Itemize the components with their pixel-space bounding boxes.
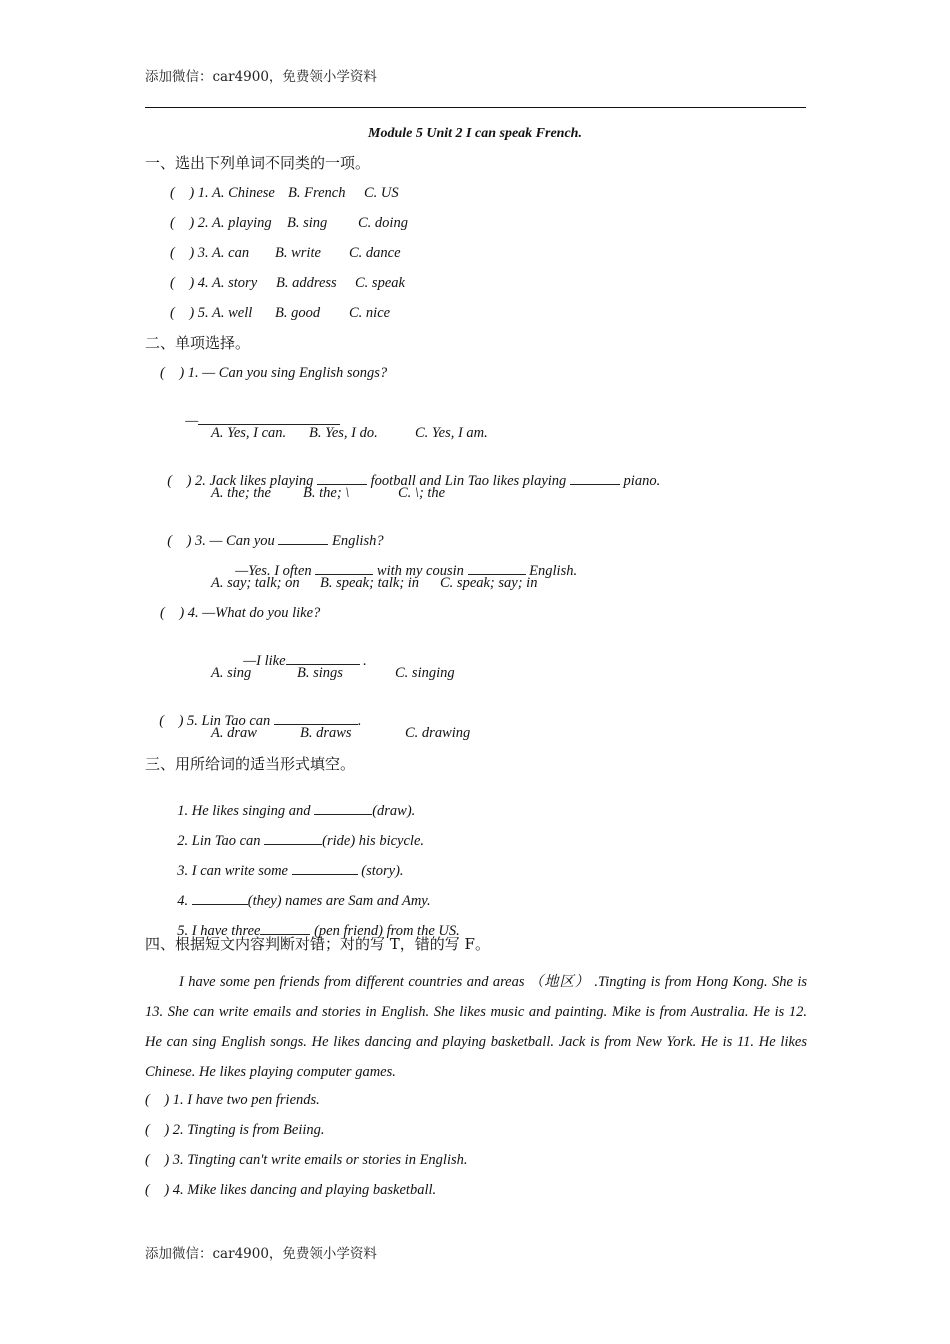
question-part: ( ) 3. — Can you [167, 532, 275, 549]
option-a: A. Yes, I can. [211, 425, 287, 441]
option-a: A. the; the [211, 485, 271, 501]
question-part: English? [332, 532, 384, 549]
fill-item [170, 786, 415, 818]
answer-blank [260, 921, 310, 935]
question-part: with my cousin [376, 562, 464, 579]
section1-item-option-b: B. French [288, 185, 346, 201]
answer-blank [274, 711, 358, 725]
section1-item-option-b: B. address [276, 275, 337, 291]
section1-item-option-a: ( ) 3. A. can [170, 245, 250, 261]
answer-line [178, 396, 340, 428]
answer-line [228, 546, 577, 578]
question-part: —I like [243, 652, 286, 669]
fill-text: 3. I can write some [177, 862, 288, 879]
question-part: . [363, 652, 367, 669]
option-b: B. Yes, I do. [309, 425, 378, 441]
section1-item-option-c: C. speak [355, 275, 405, 291]
section1-item-option-a: ( ) 5. A. well [170, 305, 253, 321]
answer-blank [292, 861, 358, 875]
judge-item: ( ) 4. Mike likes dancing and playing basketball. [145, 1182, 437, 1198]
option-b: B. draws [300, 725, 352, 741]
answer-blank [192, 891, 248, 905]
option-b: B. speak; talk; in [320, 575, 420, 591]
worksheet-title: Module 5 Unit 2 I can speak French. [368, 126, 582, 141]
section1-item-option-c: C. doing [358, 215, 408, 231]
answer-blank [264, 831, 322, 845]
fill-text: (they) names are Sam and Amy. [247, 892, 431, 909]
option-a: A. sing [211, 665, 252, 681]
question-part: . [357, 712, 362, 729]
section1-item-option-b: B. write [275, 245, 321, 261]
question-text: ( ) 4. —What do you like? [160, 605, 321, 621]
section1-item-option-b: B. sing [287, 215, 328, 231]
section1-item-option-a: ( ) 4. A. story [170, 275, 258, 291]
answer-blank [315, 561, 373, 575]
fill-text: 1. He likes singing and [177, 802, 311, 819]
fill-text: 5. I have three [177, 922, 261, 939]
answer-dash: — [185, 412, 199, 429]
section2-heading: 二、单项选择。 [145, 334, 251, 352]
footer-text: 添加微信：car4900，免费领小学资料 [145, 1246, 377, 1262]
reading-passage: I have some pen friends from different countries and areas （地区） .Tingting is from Hong Kong. She is 13. She can write emails and stories in English. She likes music and painting. Mike is from Australia. He is 12. He can sing English songs. He likes dancing and playing basketball. Jack is from New York. He is 11. He likes Chinese. He likes playing computer games. [145, 974, 807, 1080]
fill-text: (ride) his bicycle. [322, 832, 425, 849]
option-c: C. speak; say; in [440, 575, 538, 591]
option-b: B. sings [297, 665, 343, 681]
section1-item-option-a: ( ) 1. A. Chinese [170, 185, 275, 201]
fill-item [170, 846, 404, 878]
answer-line [236, 636, 367, 668]
header-text: 添加微信：car4900，免费领小学资料 [145, 69, 377, 85]
question-part: —Yes. I often [235, 562, 312, 579]
answer-blank [286, 651, 360, 665]
answer-blank [314, 801, 372, 815]
question-part: ( ) 2. Jack likes playing [167, 472, 314, 489]
fill-text: 4. [177, 892, 189, 909]
header-divider [145, 107, 806, 108]
option-c: C. drawing [405, 725, 471, 741]
option-a: A. draw [211, 725, 257, 741]
fill-text: 2. Lin Tao can [177, 832, 261, 849]
option-c: C. \; the [398, 485, 446, 501]
question-part: English. [529, 562, 578, 579]
fill-text: (pen friend) from the US. [314, 922, 460, 939]
question-part: ( ) 5. Lin Tao can [159, 712, 271, 729]
fill-item [170, 906, 460, 938]
question-part: football and Lin Tao likes playing [370, 472, 567, 489]
fill-item [170, 816, 424, 848]
section3-heading: 三、用所给词的适当形式填空。 [145, 755, 356, 773]
section1-item-option-c: C. nice [349, 305, 391, 321]
judge-item: ( ) 1. I have two pen friends. [145, 1092, 320, 1108]
section1-item-option-c: C. dance [349, 245, 401, 261]
fill-text: (draw). [372, 802, 416, 819]
question-text [160, 456, 660, 488]
answer-blank [198, 411, 340, 425]
section1-item-option-a: ( ) 2. A. playing [170, 215, 272, 231]
section4-heading: 四、根据短文内容判断对错；对的写 T，错的写 F。 [145, 935, 490, 953]
answer-blank [317, 471, 367, 485]
option-b: B. the; \ [303, 485, 350, 501]
answer-blank [570, 471, 620, 485]
question-text: ( ) 1. — Can you sing English songs? [160, 365, 388, 381]
section1-heading: 一、选出下列单词不同类的一项。 [145, 154, 371, 172]
question-text [160, 516, 384, 548]
option-a: A. say; talk; on [211, 575, 300, 591]
fill-text: (story). [361, 862, 404, 879]
section1-item-option-b: B. good [275, 305, 321, 321]
fill-item [170, 876, 431, 908]
answer-blank [468, 561, 526, 575]
judge-item: ( ) 3. Tingting can't write emails or stories in English. [145, 1152, 468, 1168]
option-c: C. singing [395, 665, 455, 681]
option-c: C. Yes, I am. [415, 425, 488, 441]
section1-item-option-c: C. US [364, 185, 399, 201]
judge-item: ( ) 2. Tingting is from Beiing. [145, 1122, 325, 1138]
answer-blank [278, 531, 328, 545]
question-text [152, 696, 362, 728]
question-part: piano. [623, 472, 661, 489]
